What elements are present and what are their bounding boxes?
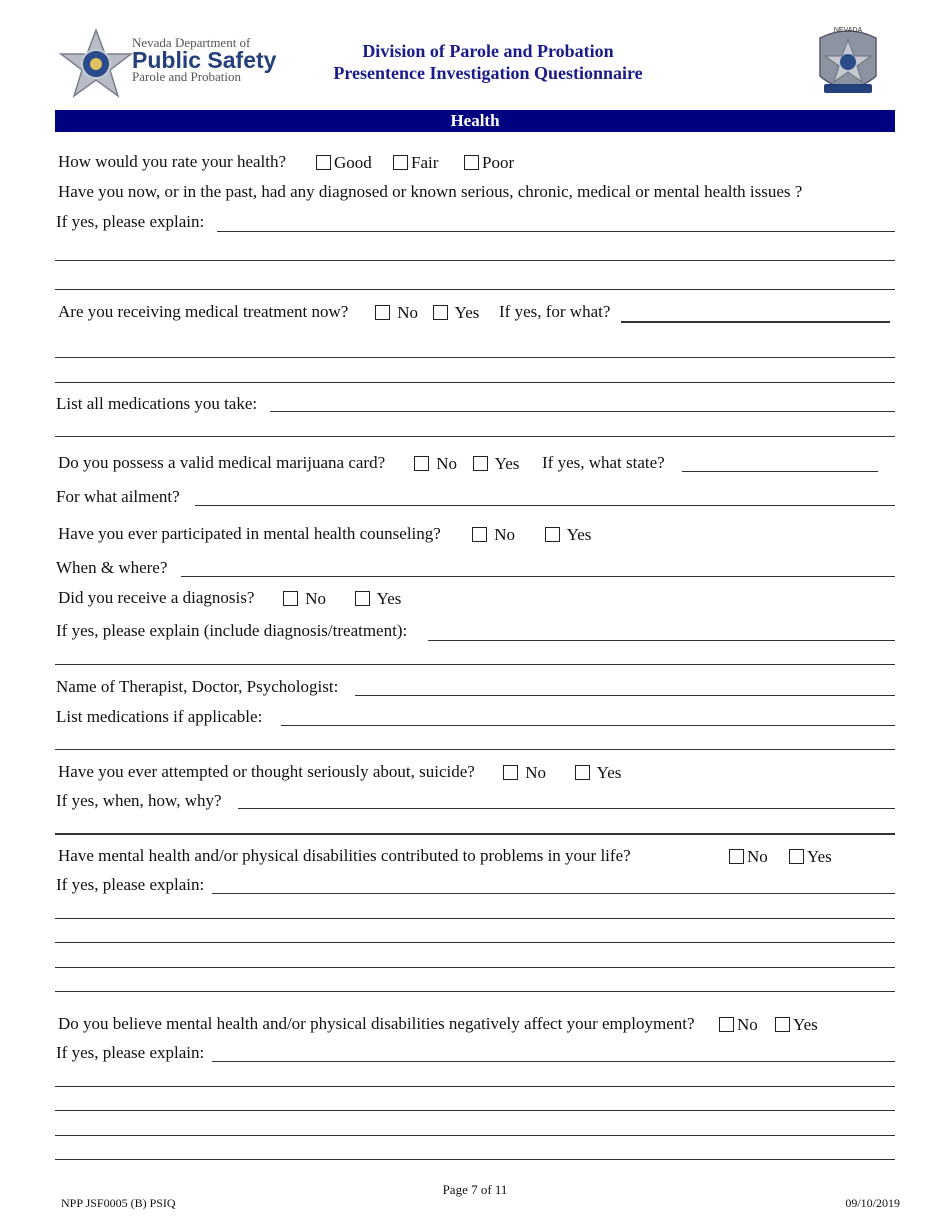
health-good-option[interactable]: Good [316,153,372,173]
disability-problems-explain-line[interactable] [212,893,895,894]
yes-checkbox[interactable] [775,1017,790,1032]
blank-line[interactable] [55,289,895,290]
ailment-line[interactable] [195,505,895,506]
therapist-line[interactable] [355,695,895,696]
disability-employment-no-option[interactable]: No [719,1015,758,1035]
yes-checkbox[interactable] [433,305,448,320]
disability-employment-explain-label: If yes, please explain: [56,1043,205,1062]
section-header: Health [55,110,895,132]
blank-line[interactable] [55,260,895,261]
agency-logo [58,28,293,100]
no-checkbox[interactable] [472,527,487,542]
counseling-yes-option[interactable]: Yes [545,525,591,545]
diagnosis-yes-option[interactable]: Yes [355,589,401,609]
health-rating-label: How would you rate your health? [58,152,287,171]
disability-employment-yes-option[interactable]: Yes [775,1015,818,1035]
shield-badge-icon [810,24,886,100]
yes-checkbox[interactable] [575,765,590,780]
disability-problems-label: Have mental health and/or physical disabilities contributed to problems in your life? [58,846,631,865]
blank-line[interactable] [55,1086,895,1087]
marijuana-follow-label: If yes, what state? [542,453,665,472]
counseling-no-option[interactable]: No [472,525,515,545]
blank-line[interactable] [55,357,895,358]
state-badge [810,24,886,100]
star-badge-icon [58,28,134,100]
good-checkbox[interactable] [316,155,331,170]
treatment-no-option[interactable]: No [375,303,418,323]
blank-line[interactable] [55,942,895,943]
blank-line[interactable] [55,664,895,665]
state-line[interactable] [682,471,878,472]
no-checkbox[interactable] [414,456,429,471]
yes-checkbox[interactable] [473,456,488,471]
medications-line[interactable] [270,411,895,412]
diagnosis-label: Did you receive a diagnosis? [58,588,255,607]
suicide-no-option[interactable]: No [503,763,546,783]
medications-applicable-label: List medications if applicable: [56,707,263,726]
header-title-line-2: Presentence Investigation Questionnaire [333,63,643,83]
diagnosis-explain-line[interactable] [428,640,895,641]
health-poor-option[interactable]: Poor [464,153,514,173]
suicide-label: Have you ever attempted or thought seriously about, suicide? [58,762,475,781]
logo-line-1: Nevada Department of [132,35,251,50]
ailment-label: For what ailment? [56,487,180,506]
chronic-explain-line[interactable] [217,231,895,232]
treatment-what-line[interactable] [621,321,890,323]
no-checkbox[interactable] [719,1017,734,1032]
blank-line[interactable] [55,382,895,383]
when-where-line[interactable] [181,576,895,577]
no-checkbox[interactable] [503,765,518,780]
treatment-label: Are you receiving medical treatment now? [58,302,349,321]
medications-applicable-line[interactable] [281,725,895,726]
blank-line[interactable] [55,833,895,835]
treatment-follow-label: If yes, for what? [499,302,611,321]
badge-text: NEVADA [833,27,863,34]
blank-line[interactable] [55,1110,895,1111]
suicide-follow-label: If yes, when, how, why? [56,791,222,810]
blank-line[interactable] [55,436,895,437]
marijuana-yes-option[interactable]: Yes [473,454,519,474]
form-date: 09/10/2019 [845,1196,900,1210]
blank-line[interactable] [55,1159,895,1160]
no-checkbox[interactable] [283,591,298,606]
diagnosis-no-option[interactable]: No [283,589,326,609]
when-where-label: When & where? [56,558,168,577]
marijuana-label: Do you possess a valid medical marijuana card? [58,453,386,472]
blank-line[interactable] [55,749,895,750]
yes-checkbox[interactable] [789,849,804,864]
marijuana-no-option[interactable]: No [414,454,457,474]
medications-label: List all medications you take: [56,394,258,413]
page-number: Page 7 of 11 [442,1182,508,1197]
logo-line-3: Parole and Probation [132,69,242,84]
form-id: NPP JSF0005 (B) PSIQ [61,1196,176,1210]
no-checkbox[interactable] [729,849,744,864]
disability-employment-explain-line[interactable] [212,1061,895,1062]
blank-line[interactable] [55,918,895,919]
fair-checkbox[interactable] [393,155,408,170]
logo-line-2: Public Safety [132,47,277,73]
poor-checkbox[interactable] [464,155,479,170]
blank-line[interactable] [55,1135,895,1136]
blank-line[interactable] [55,967,895,968]
chronic-explain-label: If yes, please explain: [56,212,205,231]
yes-checkbox[interactable] [545,527,560,542]
blank-line[interactable] [55,991,895,992]
disability-employment-label: Do you believe mental health and/or physical disabilities negatively affect your employment? [58,1014,695,1033]
disability-problems-yes-option[interactable]: Yes [789,847,832,867]
chronic-issues-label: Have you now, or in the past, had any diagnosed or known serious, chronic, medical or mental health issues ? [58,182,803,201]
diagnosis-explain-label: If yes, please explain (include diagnosis/treatment): [56,621,408,640]
suicide-follow-line[interactable] [238,808,895,809]
therapist-label: Name of Therapist, Doctor, Psychologist: [56,677,339,696]
health-fair-option[interactable]: Fair [393,153,438,173]
counseling-label: Have you ever participated in mental health counseling? [58,524,441,543]
disability-problems-no-option[interactable]: No [729,847,768,867]
disability-problems-explain-label: If yes, please explain: [56,875,205,894]
suicide-yes-option[interactable]: Yes [575,763,621,783]
yes-checkbox[interactable] [355,591,370,606]
header-title-line-1: Division of Parole and Probation [362,41,614,61]
treatment-yes-option[interactable]: Yes [433,303,479,323]
no-checkbox[interactable] [375,305,390,320]
